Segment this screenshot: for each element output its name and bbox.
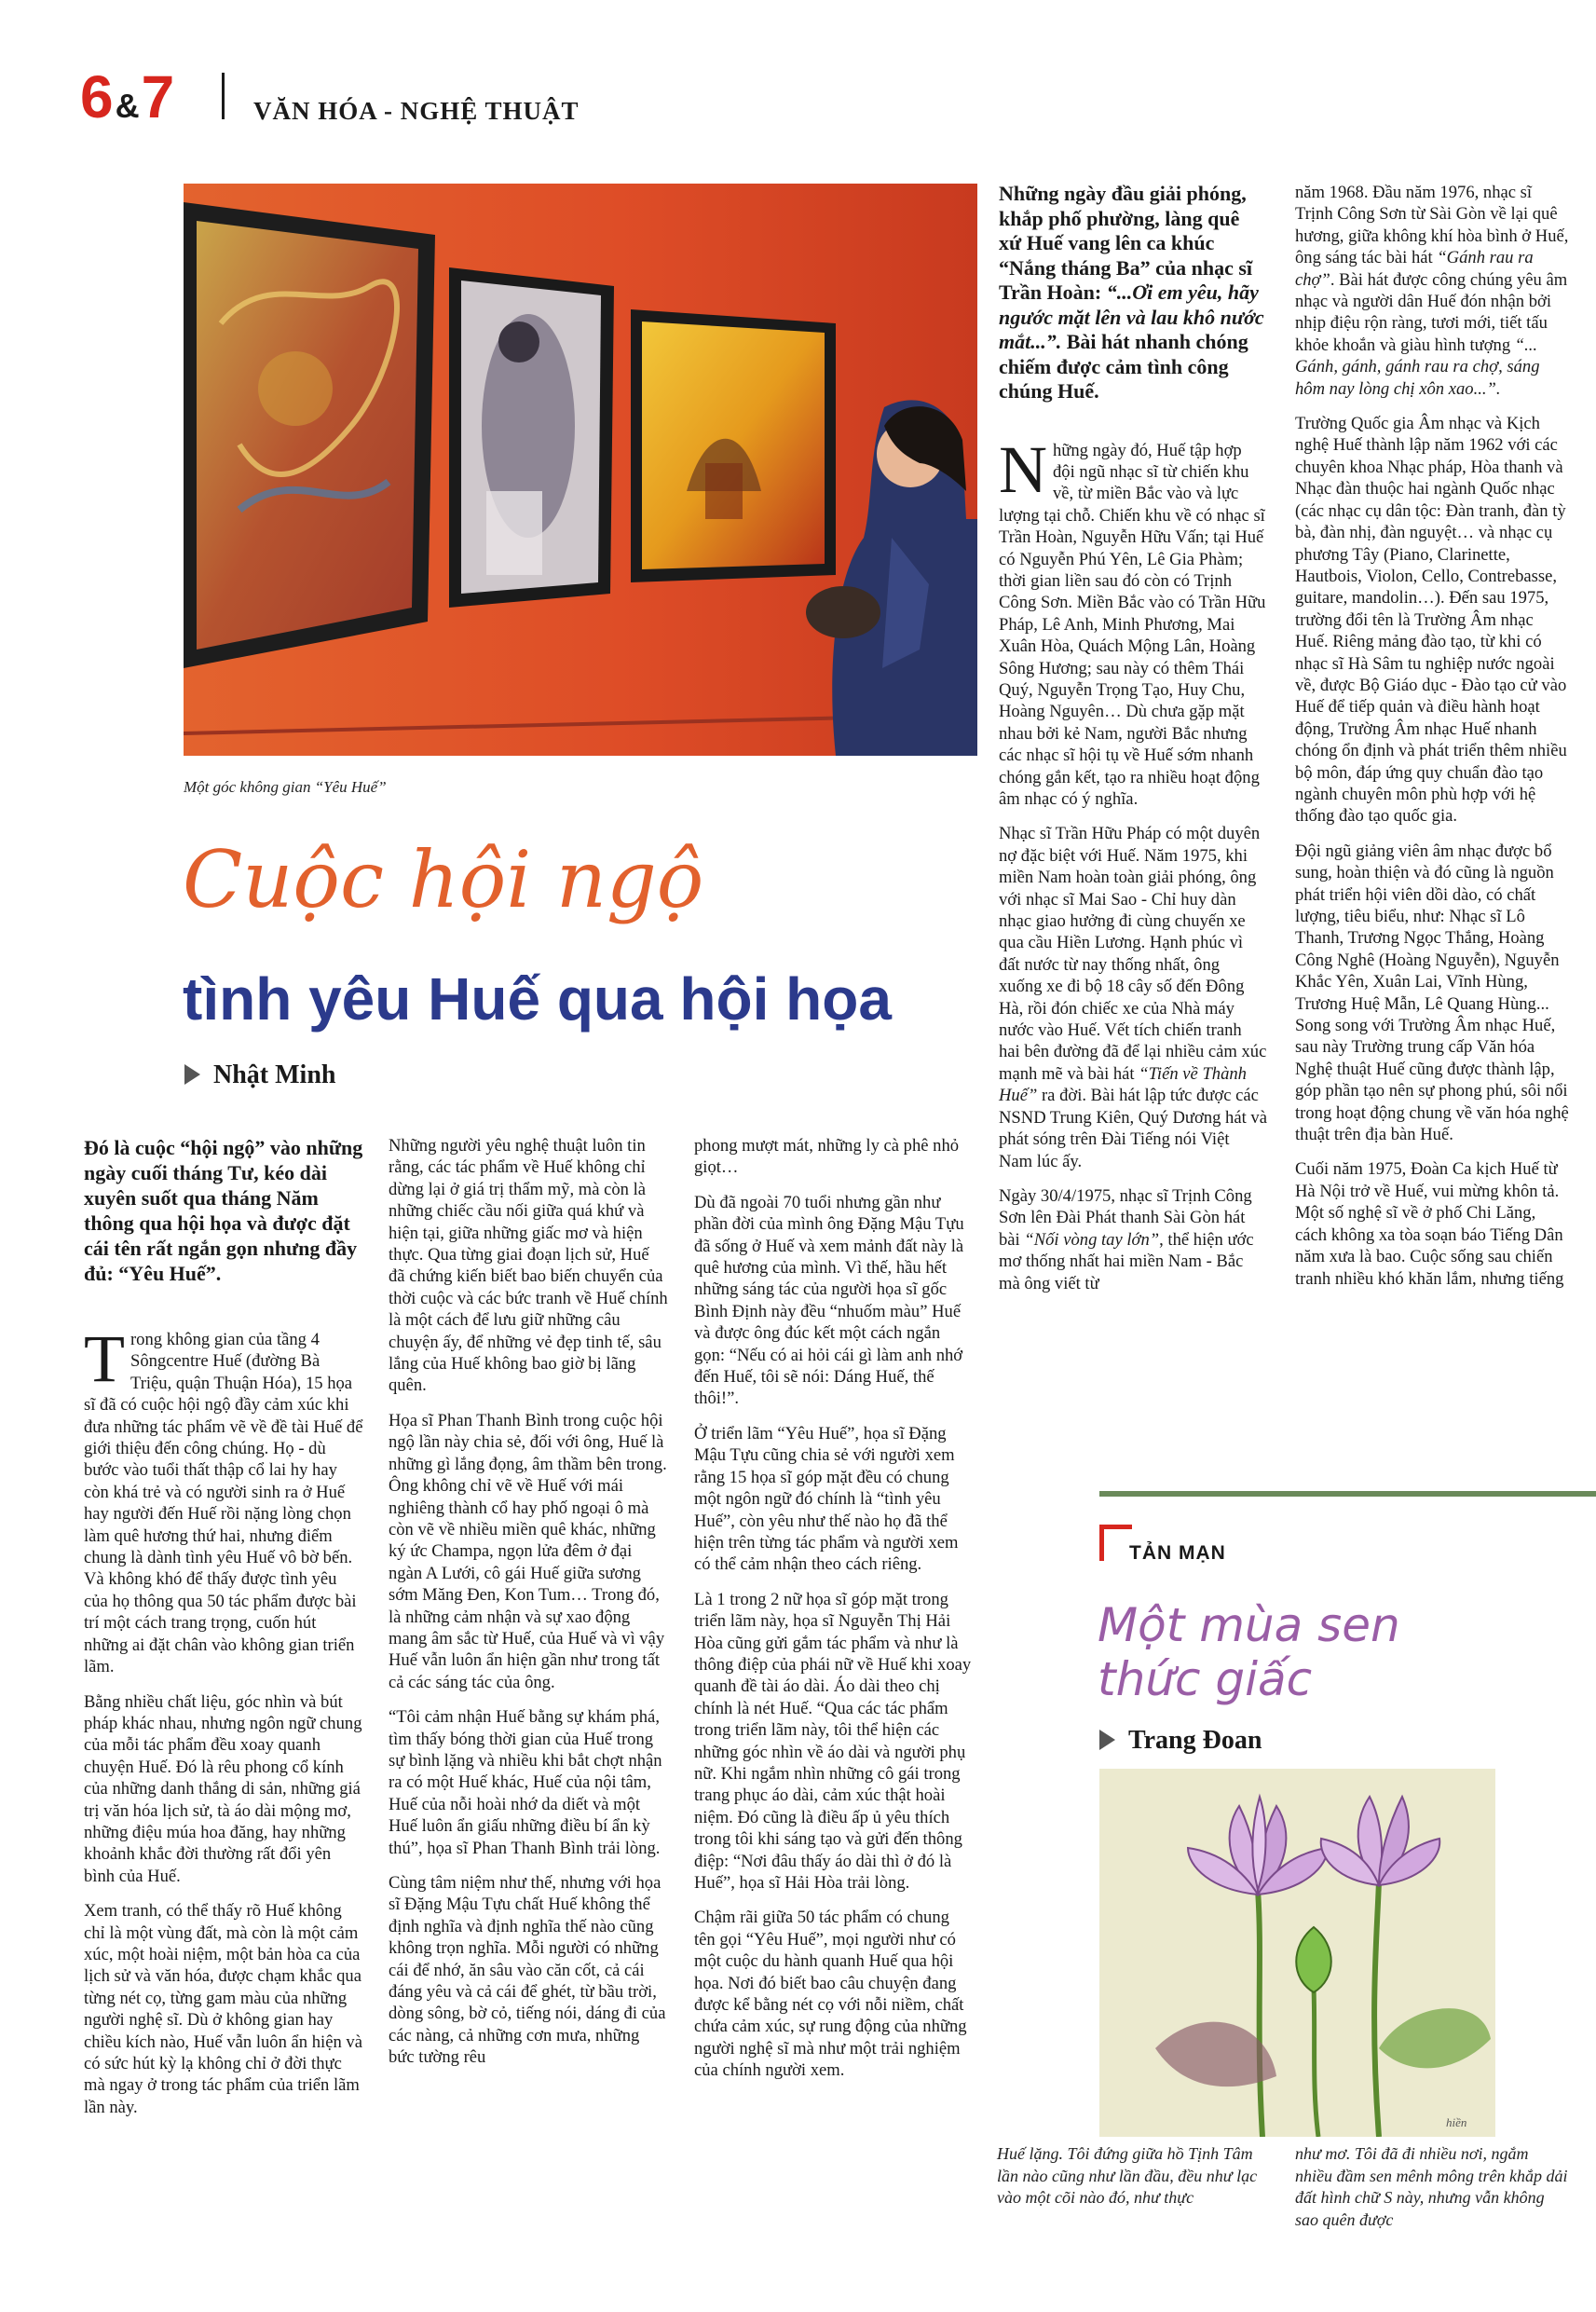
dropcap: N bbox=[999, 431, 1047, 507]
paragraph: Những người yêu nghệ thuật luôn tin rằng, các tác phẩm về Huế không chỉ dừng lại ở giá trị thẩm mỹ, mà còn là những chiếc cầu nối giữa quá khứ và hiện tại, giữa những giấc mơ và hiện thực. Qua từng giai đoạn lịch sử, Huế đã chứng kiến biết bao biến chuyển của thời cuộc và các bức tranh về Huế chính là một cách để lưu giữ những câu chuyện ấy, để những vẻ đẹp tinh tế, sâu lắng của Huế không bao giờ bị lãng quên. bbox=[389, 1136, 668, 1396]
paragraph: Trường Quốc gia Âm nhạc và Kịch nghệ Huế thành lập năm 1962 với các chuyên khoa Nhạc pháp, Hòa thanh và Nhạc đàn thuộc hai ngành Quốc nhạc (các nhạc cụ dân tộc: Đàn tranh, đàn tỳ bà, đàn nhị, đàn nguyệt… và nhạc cụ phương Tây (Piano, Clarinette, Hautbois, Violon, Cello, Contrebasse, guitare, mandolin…). Đến sau 1975, trường đổi tên là Trường Âm nhạc Huế. Riêng mảng đào tạo, từ khi có nhạc sĩ Hà Sâm tu nghiệp nước ngoài về, được Bộ Giáo dục - Đào tạo cử vào Huế để tiếp quản và điều hành hoạt động, Trường Âm nhạc Huế nhanh chóng ổn định và phát triển thêm nhiều bộ môn, đáp ứng quy chuẩn đào tạo ngành chuyên môn phù hợp với hệ thống đào tạo quốc gia. bbox=[1295, 414, 1567, 827]
paragraph: Đội ngũ giảng viên âm nhạc được bổ sung, hoàn thiện và đó cũng là nguồn phát triển hội viên dồi dào, có chất lượng, tiêu biểu, như: Nhạc sĩ Lô Thanh, Trương Ngọc Thắng, Hoàng Công Nghê (Hoàng Nguyễn), Nguyễn Khắc Yên, Xuân Lai, Vĩnh Hùng, Trương Huệ Mẫn, Lê Quang Hùng... Song song với Trường Âm nhạc Huế, sau này Trường trung cấp Văn hóa Nghệ thuật Huế cũng được thành lập, góp phần tạo nên sự phong phú, sôi nổi trong hoạt động chung về văn hóa nghệ thuật trên địa bàn Huế. bbox=[1295, 841, 1569, 1145]
dropcap: T bbox=[84, 1321, 125, 1396]
article-column-3 bbox=[694, 1135, 974, 2095]
paragraph: năm 1968. Đầu năm 1976, nhạc sĩ Trịnh Công Sơn từ Sài Gòn về lại quê hương, giữa không khí hòa bình ở Huế, ông sáng tác bài hát “Gánh rau ra chợ”. Bài hát được công chúng yêu âm nhạc và người dân Huế đón nhận bởi nhịp điệu rộn ràng, tươi mới, tiết tấu khỏe khoắn và giàu hình tượng “... Gánh, gánh, gánh rau ra chợ, sáng hôm nay lòng chị xôn xao...”. bbox=[1295, 183, 1569, 399]
header-divider bbox=[222, 73, 225, 119]
essay-title: Một mùa sen thức giấc bbox=[1098, 1598, 1400, 1706]
play-triangle-icon bbox=[184, 1064, 200, 1085]
photo-caption: Một góc không gian “Yêu Huế” bbox=[184, 778, 387, 796]
tan-man-label: TẢN MẠN bbox=[1129, 1542, 1226, 1564]
paragraph: phong mượt mát, những ly cà phê nhỏ giọt… bbox=[694, 1136, 960, 1178]
article-column-1 bbox=[84, 1135, 363, 2131]
paragraph: Bằng nhiều chất liệu, góc nhìn và bút pháp khác nhau, nhưng ngôn ngữ chung của mỗi tác phẩm đều xoay quanh chuyện Huế. Đó là rêu phong cổ kính của những danh thắng di sản, những giá trị văn hóa lịch sử, tà áo dài mộng mơ, những điệu múa hoa đăng, hay những khoảnh khắc đời thường rất đổi yên bình của Huế. bbox=[84, 1691, 362, 1886]
author-byline: Nhật Minh bbox=[184, 1060, 335, 1090]
essay-author-byline: Trang Đoan bbox=[1099, 1726, 1262, 1756]
paragraph: Trong không gian của tầng 4 Sôngcentre Huế (đường Bà Triệu, quận Thuận Hóa), 15 họa sĩ đã có cuộc hội ngộ đầy cảm xúc khi đưa những tác phẩm vẽ về đề tài Huế để giới thiệu đến công chúng. Họ - dù bước vào tuổi thất thập cổ lai hy hay còn khá trẻ và có người sinh ra ở Huế hay người đến Huế rồi nặng lòng chọn làm quê hương thứ hai, nhưng điểm chung là dành tình yêu Huế vô bờ bến. Và không khó để thấy được tình yêu của họ thông qua 50 tác phẩm được bài trí một cách trang trọng, cuốn hút những ai đặt chân vào không gian triển lãm. bbox=[84, 1321, 363, 1677]
bracket-icon bbox=[1099, 1525, 1132, 1561]
play-triangle-icon bbox=[1099, 1730, 1115, 1750]
paragraph: Chậm rãi giữa 50 tác phẩm có chung tên gọi “Yêu Huế”, mọi người như có một cuộc du hành quanh Huế qua hội họa. Nơi đó biết bao câu chuyện đang được kể bằng nét cọ với nỗi niềm, chất chứa cảm xúc, sự rung động của những người nghệ sĩ mà như một trải nghiệm của chính người xem. bbox=[694, 1908, 967, 2081]
paragraph: Ngày 30/4/1975, nhạc sĩ Trịnh Công Sơn lên Đài Phát thanh Sài Gòn hát bài “Nối vòng tay lớn”, thể hiện ước mơ thống nhất hai miền Nam - Bắc mà ông viết từ bbox=[999, 1185, 1254, 1293]
paragraph: Là 1 trong 2 nữ họa sĩ góp mặt trong triển lãm này, họa sĩ Nguyễn Thị Hải Hòa cũng gửi gắm tác phẩm và như là thông điệp của phái nữ về Huế khi xoay quanh đề tài áo dài. Áo dài theo chị chính là nét Huế. “Qua các tác phẩm trong triển lãm này, tôi thể hiện các những góc nhìn về áo dài và người phụ nữ. Khi ngắm nhìn những cô gái trong trang phục áo dài, cảm xúc thật hoài niệm. Đó cũng là điều ấp ủ yêu thích trong tôi khi sáng tạo và gửi đến thông điệp: “Nơi đâu thấy áo dài thì ở đó là Huế”, họa sĩ Hải Hòa trải lòng. bbox=[694, 1589, 972, 1893]
lotus-illustration bbox=[1099, 1769, 1495, 2137]
paragraph: Cuối năm 1975, Đoàn Ca kịch Huế từ Hà Nội trở về Huế, vui mừng khôn tả. Một số nghệ sĩ về ở phố Chi Lăng, cách không xa tòa soạn báo Tiếng Dân năm xưa là bao. Cuộc sống sau chiến tranh nhiều khó khăn lắm, nhưng tiếng bbox=[1295, 1159, 1564, 1289]
essay-column-1: Huế lặng. Tôi đứng giữa hồ Tịnh Tâm lần nào cũng như lần đầu, đều như lạc vào một cõi nào đó, như thực bbox=[997, 2144, 1258, 2207]
illustration-signature: hiền bbox=[1446, 2115, 1467, 2129]
exhibition-photo-illustration bbox=[184, 184, 977, 756]
paragraph: Nhạc sĩ Trần Hữu Pháp có một duyên nợ đặc biệt với Huế. Năm 1975, khi miền Nam hoàn toàn giải phóng, ông với nhạc sĩ Mai Sao - Chỉ huy dàn nhạc giao hưởng đi cùng chuyến xe qua cầu Hiền Lương. Hạnh phúc vì đất nước từ nay thống nhất, ông xuống xe đi bộ 18 cây số đến Đông Hà, rồi đón chiếc xe của Nhà máy nước vào Huế. Vết tích chiến tranh hai bên đường đã để lại nhiều cảm xúc mạnh mẽ và bài hát “Tiến về Thành Huế” ra đời. Bài hát lập tức được các NSND Trung Kiên, Quý Dương hát và phát sóng trên Đài Tiếng nói Việt Nam lúc ấy. bbox=[999, 824, 1267, 1171]
page-numbers: 6&7 bbox=[80, 63, 175, 130]
article-lead: Đó là cuộc “hội ngộ” vào những ngày cuối tháng Tư, kéo dài xuyên suốt qua tháng Năm thông qua hội họa và được đặt cái tên rất ngắn gọn nhưng đầy đủ: “Yêu Huế”. bbox=[84, 1136, 363, 1285]
article-title-line2: tình yêu Huế qua hội họa bbox=[183, 965, 892, 1033]
exhibition-photo bbox=[184, 184, 977, 756]
paragraph: “Tôi cảm nhận Huế bằng sự khám phá, tìm thấy bóng thời gian của Huế trong sự bình lặng và nhiều khi bắt chợt nhận ra có một Huế khác, Huế của nội tâm, Huế của nỗi hoài nhớ da diết và một Huế luôn ẩn giấu những điều bí ẩn kỳ thú”, họa sĩ Phan Thanh Bình trải lòng. bbox=[389, 1707, 662, 1858]
paragraph: Xem tranh, có thể thấy rõ Huế không chỉ là một vùng đất, mà còn là một cảm xúc, một hoài niệm, một bản hòa ca của lịch sử và văn hóa, được chạm khắc qua từng nét cọ, từng gam màu của những người nghệ sĩ. Dù ở không gian hay chiều kích nào, Huế vẫn luôn ẩn hiện và có sức hút kỳ lạ không chỉ ở đời thực mà ngay ở trong tác phẩm của triển lãm lần này. bbox=[84, 1901, 362, 2117]
article-title-line1: Cuộc hội ngộ bbox=[183, 834, 704, 925]
section-title: VĂN HÓA - NGHỆ THUẬT bbox=[253, 97, 580, 125]
lotus-drawing bbox=[1099, 1769, 1495, 2137]
paragraph: Ở triển lãm “Yêu Huế”, họa sĩ Đặng Mậu Tựu cũng chia sẻ với người xem rằng 15 họa sĩ góp mặt đều có chung một ngôn ngữ đó chính là “tình yêu Huế”, còn yêu như thế nào họ đã thể hiện trên từng tác phẩm và người xem có thể cảm nhận theo cách riêng. bbox=[694, 1423, 959, 1575]
paragraph: Dù đã ngoài 70 tuổi nhưng gần như phần đời của mình ông Đặng Mậu Tựu đã sống ở Huế và xem mảnh đất này là quê hương của mình. Vì thế, hầu hết những sáng tác của người họa sĩ gốc Bình Định này đều “nhuốm màu” Huế và được ông đúc kết một cách ngắn gọn: “Nếu có ai hỏi cái gì làm anh nhớ đến Huế, tôi sẽ nói: Dáng Huế, thế thôi!”. bbox=[694, 1192, 964, 1409]
paragraph: Họa sĩ Phan Thanh Bình trong cuộc hội ngộ lần này chia sẻ, đối với ông, Huế là những gì lắng đọng, âm thầm bên trong. Ông không chỉ vẽ về Huế với mái nghiêng thành cổ hay phố ngoại ô mà còn vẽ về nhiều miền quê khác, những ký ức Champa, ngọn lửa đêm ở đại ngàn A Lưới, cô gái Huế giữa sương sớm Măng Đen, Kon Tum… Trong đó, là những cảm nhận và sự xao động mang âm sắc từ Huế, của Huế và vì vậy Huế vẫn luôn ẩn hiện gần như trong tất cả các sáng tác của ông. bbox=[389, 1410, 667, 1692]
essay-column-2: như mơ. Tôi đã đi nhiều nơi, ngắm nhiều đầm sen mênh mông trên khắp dải đất hình chữ S này, nhưng vẫn không sao quên được bbox=[1295, 2144, 1568, 2229]
article-column-2 bbox=[389, 1135, 668, 2082]
music-article-column-2 bbox=[1295, 182, 1570, 1303]
paragraph: Những ngày đó, Huế tập hợp đội ngũ nhạc sĩ từ chiến khu về, từ miền Bắc vào và lực lượng tại chỗ. Chiến khu về có nhạc sĩ Trần Hoàn, Nguyễn Hữu Vấn; tại Huế có Nguyễn Phú Yên, Lê Gia Phàm; thời gian liền sau đó còn có Trịnh Công Sơn. Miền Bắc vào có Trần Hữu Pháp, Lê Anh, Minh Phương, Mai Xuân Hòa, Quách Mộng Lân, Hoàng Sông Hương; sau này có thêm Thái Quý, Nguyễn Trọng Tạo, Huy Chu, Hoàng Nguyên… Dù chưa gặp mặt nhau bởi kẻ Nam, người Bắc nhưng các nhạc sĩ hội tụ về Huế sớm nhanh chóng gắn kết, tạo ra nhiều hoạt động âm nhạc có ý nghĩa. bbox=[999, 431, 1266, 809]
paragraph: Cùng tâm niệm như thế, nhưng với họa sĩ Đặng Mậu Tựu chất Huế không thể định nghĩa và định nghĩa thế nào cũng không trọn nghĩa. Mỗi người có những cái để nhớ, ăn sâu vào căn cốt, cả cái đáng yêu và cả cái để ghét, từ bầu trời, dòng sông, bờ cỏ, tiếng nói, dáng đi của các nàng, cả những cơn mưa, những bức tường rêu bbox=[389, 1873, 666, 2068]
section-divider bbox=[1099, 1491, 1596, 1497]
music-article-sapo: Những ngày đầu giải phóng, khắp phố phường, làng quê xứ Huế vang lên ca khúc “Nắng tháng Ba” của nhạc sĩ Trần Hoàn: “...Ơi em yêu, hãy ngước mặt lên và lau khô nước mắt...”. Bài hát nhanh chóng chiếm được cảm tình công chúng Huế. bbox=[999, 182, 1264, 403]
music-article-column-1 bbox=[999, 182, 1267, 1307]
